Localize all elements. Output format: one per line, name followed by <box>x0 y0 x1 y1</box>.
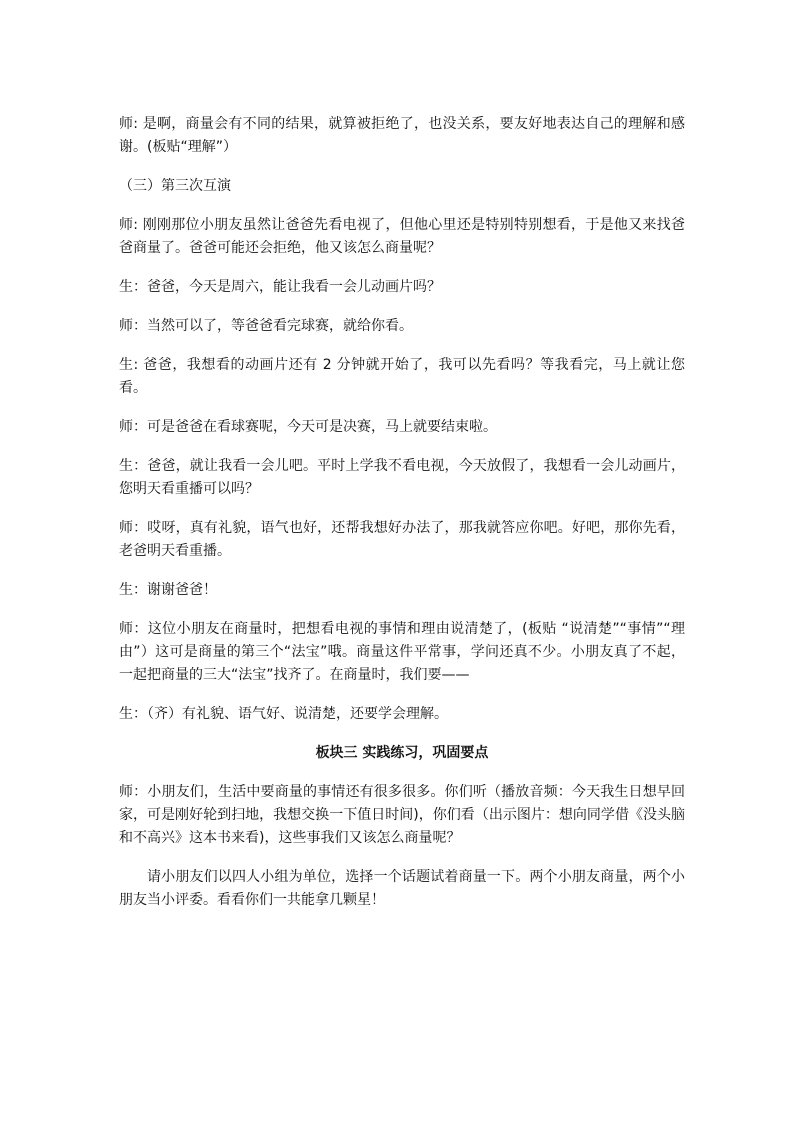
student-line-4: 生：谢谢爸爸！ <box>119 582 217 598</box>
teacher-line-2: 师：可是爸爸在看球赛呢，今天可是决赛，马上就要结束啦。 <box>119 419 497 435</box>
teacher-paragraph-understanding: 师: 是啊，商量会有不同的结果，就算被拒绝了，也没关系，要友好地表达自己的理解和感谢。(板贴“理解”） <box>119 116 685 155</box>
teacher-paragraph-third-roleplay-intro: 师: 刚刚那位小朋友虽然让爸爸先看电视了，但他心里还是特别特别想看，于是他又来找爸爸商量了。爸爸可能还会拒绝，他又该怎么商量呢？ <box>119 217 685 256</box>
teacher-line-1: 师：当然可以了，等爸爸看完球赛，就给你看。 <box>119 318 413 334</box>
document-page <box>119 113 685 928</box>
subsection-title-third-roleplay: （三）第三次互演 <box>119 178 231 194</box>
section-heading: 板块三 实践练习，巩固要点 <box>315 745 489 761</box>
teacher-summary-paragraph: 师：这位小朋友在商量时，把想看电视的事情和理由说清楚了，(板贴 “说清楚”“事情”“理由”）这可是商量的第三个“法宝”哦。商量这件平常事，学问还真不少。小朋友真了不起，一起把商量的三大“法宝”找齐了。在商量时，我们要—— <box>119 621 685 683</box>
closing-paragraph: 请小朋友们以四人小组为单位，选择一个话题试着商量一下。两个小朋友商量，两个小朋友当小评委。看看你们一共能拿几颗星！ <box>119 869 685 908</box>
student-line-1: 生：爸爸，今天是周六，能让我看一会儿动画片吗？ <box>119 279 441 295</box>
students-chorus-line: 生：（齐）有礼貌、语气好、说清楚，还要学会理解。 <box>119 706 448 722</box>
teacher-line-3: 师：哎呀，真有礼貌，语气也好，还帮我想好办法了，那我就答应你吧。好吧，那你先看，老爸明天看重播。 <box>119 520 685 559</box>
student-line-3: 生：爸爸，就让我看一会儿吧。平时上学我不看电视，今天放假了，我想看一会儿动画片，您明天看重播可以吗？ <box>119 458 685 497</box>
student-line-2: 生: 爸爸，我想看的动画片还有 2 分钟就开始了，我可以先看吗？等我看完，马上就让您看。 <box>119 357 685 396</box>
practice-paragraph: 师：小朋友们，生活中要商量的事情还有很多很多。你们听（播放音频：今天我生日想早回家，可是刚好轮到扫地，我想交换一下值日时间)，你们看（出示图片：想向同学借《没头脑和不高兴》这本书来看)，这些事我们又该怎么商量呢？ <box>119 784 685 846</box>
